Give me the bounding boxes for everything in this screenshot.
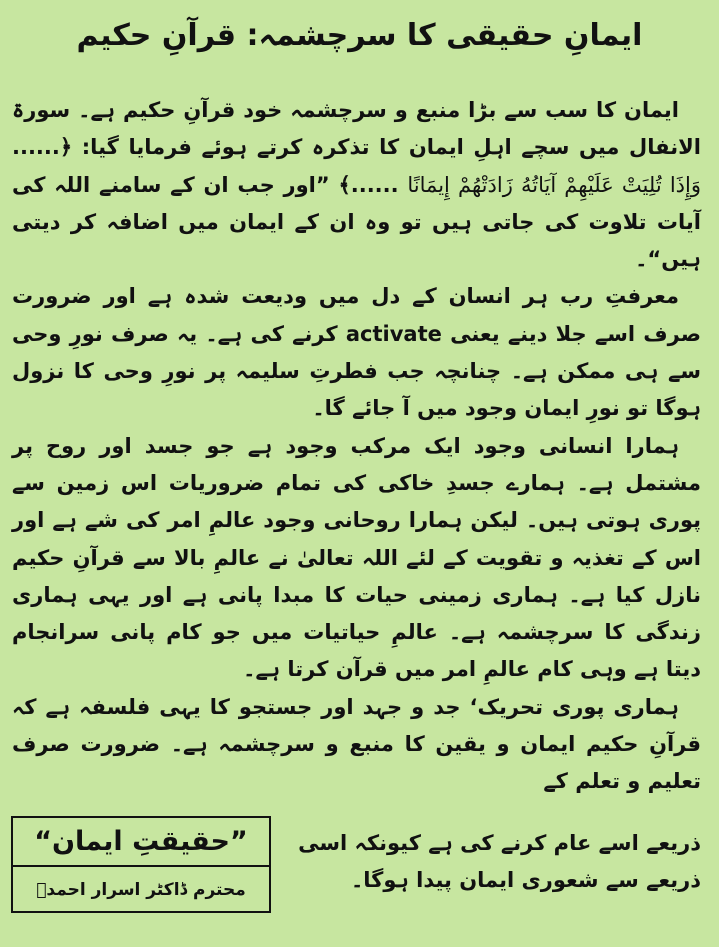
paragraph-1-intro: ایمان کا سب سے بڑا منبع و سرچشمہ خود قرآنِ حکیم ہے۔ سورۃ الانفال میں سچے اہلِ ایمان کا تذکرہ کرتے ہوئے فرمایا گیا: ﴿...... xyxy=(12,98,701,160)
quran-verse: وَإِذَا تُلِيَتْ عَلَيْهِمْ آيَاتُهُ زَادَتْهُمْ إِيمَانًا xyxy=(407,172,701,197)
source-title: ”حقیقتِ ایمان“ xyxy=(13,818,269,867)
article-body xyxy=(12,92,701,801)
paragraph-2: معرفتِ رب ہر انسان کے دل میں ودیعت شدہ ہے اور ضرورت صرف اسے جلا دینے یعنی activate کرنے کی ہے۔ یہ صرف نورِ وحی سے ہی ممکن ہے۔ چنانچہ جب فطرتِ سلیمہ پر نورِ وحی کا نزول ہوگا تو نورِ ایمان وجود میں آ جائے گا۔ xyxy=(12,284,702,421)
paragraph-1-translation: ......﴾ ”اور جب ان کے سامنے اللہ کی آیات تلاوت کی جاتی ہیں تو وہ ان کے ایمان میں اضافہ کر دیتی ہیں“۔ xyxy=(12,172,701,272)
paragraph-4: ہماری پوری تحریک‘ جد و جہد اور جستجو کا یہی فلسفہ ہے کہ قرآنِ حکیم ایمان و یقین کا منبع و سرچشمہ ہے۔ ضرورت صرف تعلیم و تعلم کے xyxy=(12,694,701,794)
source-author: محترم ڈاکٹر اسرار احمدؒ xyxy=(36,880,246,900)
paragraph-1 xyxy=(12,92,701,278)
article-title: ایمانِ حقیقی کا سرچشمہ: قرآنِ حکیم xyxy=(76,18,643,53)
paragraph-3: ہمارا انسانی وجود ایک مرکب وجود ہے جو جسد اور روح پر مشتمل ہے۔ ہمارے جسدِ خاکی کی تمام ضروریات اس زمین سے پوری ہوتی ہیں۔ لیکن ہمارا روحانی وجود عالمِ امر کی شے ہے اور اس کے تغذیہ و تقویت کے لئے اللہ تعالیٰ نے عالمِ بالا سے قرآنِ حکیم نازل کیا ہے۔ ہماری زمینی حیات کا مبدا پانی ہے اور یہی ہماری زندگی کا سرچشمہ ہے۔ عالمِ حیاتیات میں جو کام پانی سرانجام دیتا ہے وہی کام عالمِ امر میں قرآن کرتا ہے۔ xyxy=(12,433,701,682)
paragraph-4-continuation: ذریعے اسے عام کرنے کی ہے کیونکہ اسی ذریعے سے شعوری ایمان پیدا ہوگا۔ xyxy=(298,831,701,892)
source-box xyxy=(11,816,271,913)
